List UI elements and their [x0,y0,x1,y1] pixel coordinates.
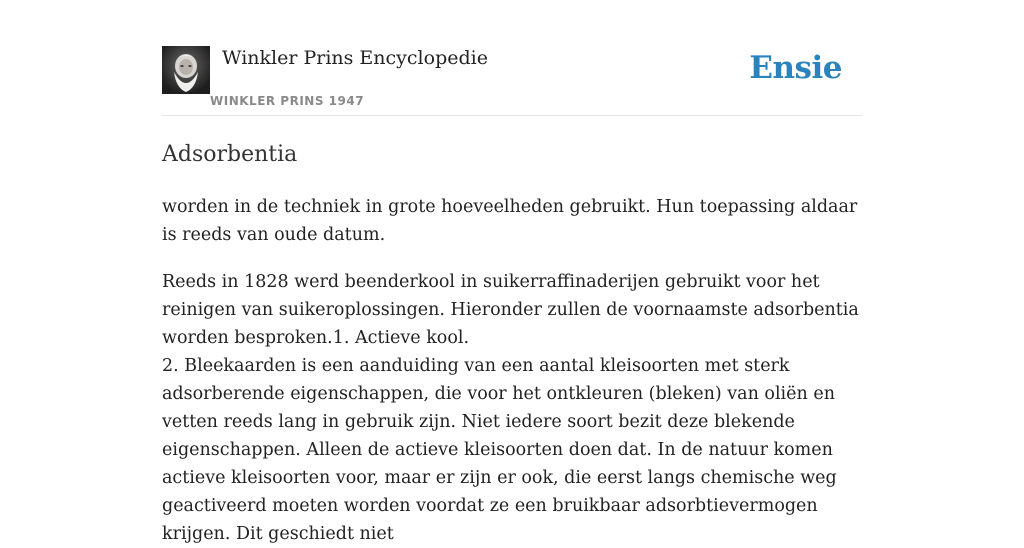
source-subtitle[interactable]: WINKLER PRINS 1947 [210,94,365,108]
article-title: Adsorbentia [162,142,298,167]
article-header [162,46,862,116]
source-title[interactable]: Winkler Prins Encyclopedie [222,47,488,69]
article-paragraph: worden in de techniek in grote hoeveelheden gebruikt. Hun toepassing aldaar is reeds van oude datum. [162,197,858,245]
article-paragraph [162,268,862,548]
author-avatar[interactable] [162,46,210,94]
article-page [162,0,862,548]
paragraph-line: 2. Bleekaarden is een aanduiding van een aantal kleisoorten met sterk adsorberende eigenschappen, die voor het ontkleuren (bleken) van oliën en vetten reeds lang in gebruik zijn. Niet iedere soort bezit deze blekende eigenschappen. Alleen de actieve kleisoorten doen dat. In de natuur komen actieve kleisoorten voor, maar er zijn er ook, die eerst langs chemische weg geactiveerd moeten worden voordat ze een bruikbaar adsorbtievermogen krijgen. Dit geschiedt niet [162,356,837,544]
portrait-photo-icon [162,46,210,94]
ensie-logo-link[interactable]: Ensie [749,50,842,86]
paragraph-line: Reeds in 1828 werd beenderkool in suikerraffinaderijen gebruikt voor het reinigen van suikeroplossingen. Hieronder zullen de voornaamste adsorbentia worden besproken.1. Actieve kool. [162,272,859,348]
